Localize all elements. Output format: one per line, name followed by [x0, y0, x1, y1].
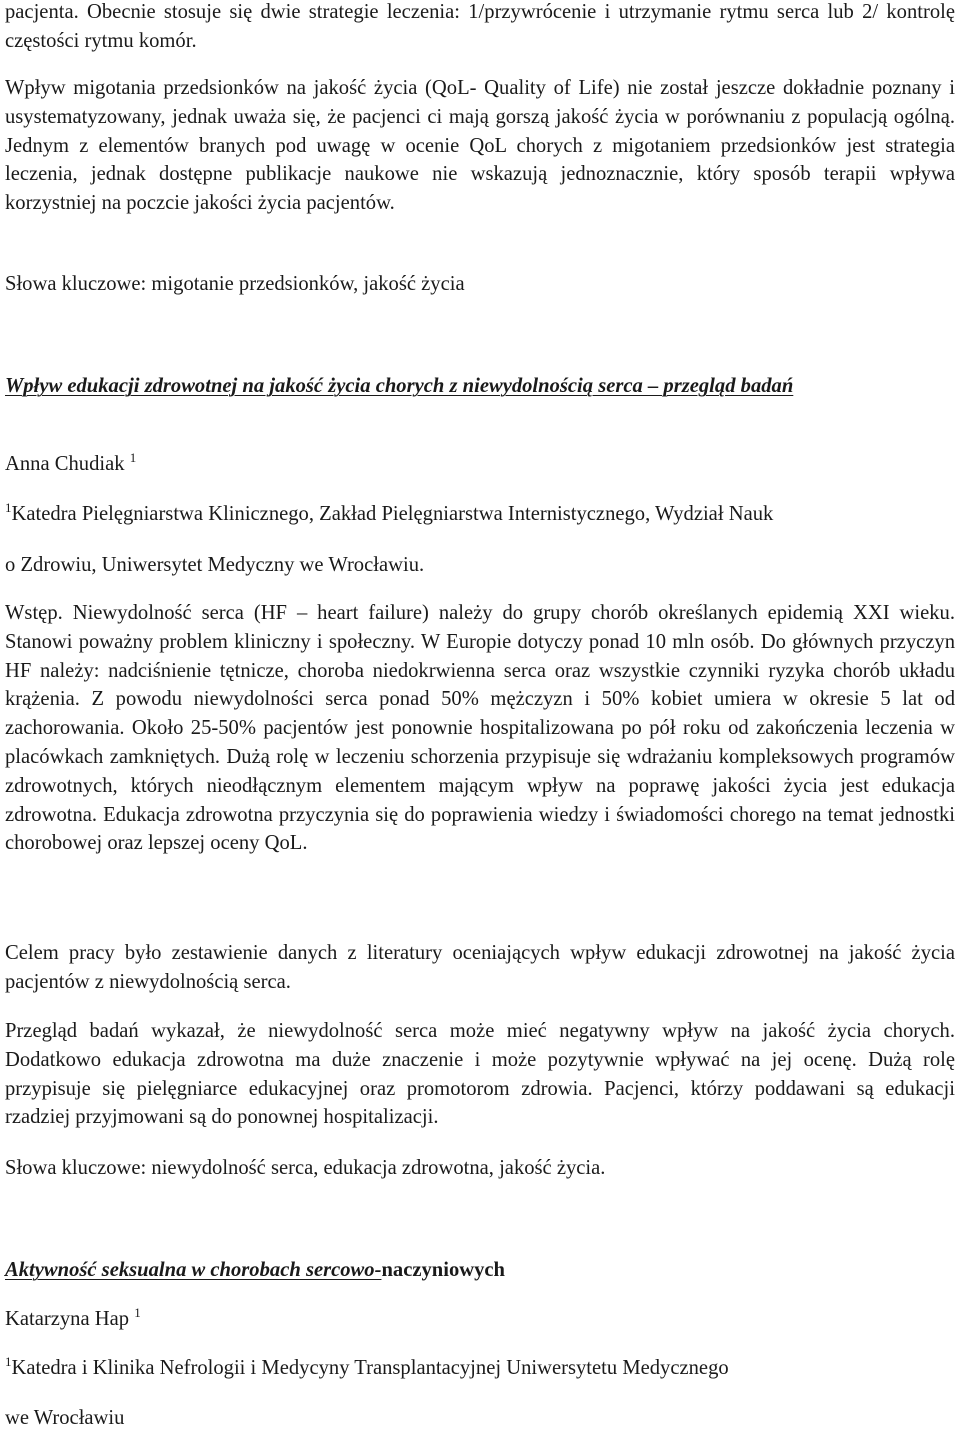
article-1-aim-paragraph: Celem pracy było zestawienie danych z literatury oceniających wpływ edukacji zdrowotnej na jakość życia pacjentów z niewydolnością serca. — [5, 942, 955, 993]
article-2-author — [5, 1305, 955, 1335]
article-2-title-upright: naczyniowych — [381, 1259, 506, 1281]
affiliation-text: Katedra Pielęgniarstwa Klinicznego, Zakład Pielęgniarstwa Internistycznego, Wydział Nauk — [11, 503, 774, 525]
article-1-author — [5, 450, 955, 480]
keywords-block-2 — [5, 1154, 955, 1182]
affiliation-text: Katedra i Klinika Nefrologii i Medycyny Transplantacyjnej Uniwersytetu Medycznego — [11, 1357, 729, 1379]
qol-paragraph: Wpływ migotania przedsionków na jakość życia (QoL- Quality of Life) nie został jeszcze dokładnie poznany i usystematyzowany, jednak uważa się, że pacjenci ci mają gorszą jakość życia w porównaniu z populacją ogólną. Jednym z elementów branych pod uwagę w ocenie QoL chorych z migotaniem przedsionków jest strategia leczenia, jednak dostępne publikacje naukowe nie wskazują jednoznacznie, który sposób terapii wpływa korzystniej na poczcie jakości życia pacjentów. — [5, 77, 955, 215]
article-1-review-paragraph: Przegląd badań wykazał, że niewydolność serca może mieć negatywny wpływ na jakość życia chorych. Dodatkowo edukacja zdrowotna ma duże znaczenie i może pozytywnie wpływać na jej ocenę. Dużą rolę przypisuje się pielęgniarce edukacyjnej oraz promotorom zdrowia. Pacjenci, którzy poddawani są edukacji rzadziej przyjmowani są do ponownej hospitalizacji. — [5, 1020, 955, 1129]
keywords-line: Słowa kluczowe: migotanie przedsionków, jakość życia — [5, 273, 465, 295]
affiliation-superscript: 1 — [5, 1354, 12, 1369]
article-1-affiliation-line-2: o Zdrowiu, Uniwersytet Medyczny we Wrocławiu. — [5, 554, 425, 576]
article-1-affiliation-line-1 — [5, 500, 955, 530]
author-superscript: 1 — [129, 450, 137, 465]
article-1-affiliation-block — [5, 500, 955, 530]
author-name: Anna Chudiak — [5, 453, 125, 475]
article-1-title: Wpływ edukacji zdrowotnej na jakość życia chorych z niewydolnością serca – przegląd badań — [5, 375, 794, 397]
article-1-title-block — [5, 372, 955, 401]
intro-continuation-block — [5, 0, 955, 56]
article-1-affiliation-block-2 — [5, 551, 955, 579]
article-1-aim-block — [5, 939, 955, 997]
article-2-affiliation-line-2: we Wrocławiu — [5, 1407, 125, 1429]
author-name: Katarzyna Hap — [5, 1308, 130, 1330]
article-1-intro-block — [5, 599, 955, 858]
article-1-intro-paragraph: Wstęp. Niewydolność serca (HF – heart failure) należy do grupy chorób określanych epidemią XXI wieku. Stanowi poważny problem kliniczny i społeczny. W Europie dotyczy ponad 10 mln osób. Do głównych przyczyn HF należy: nadciśnienie tętnicze, choroba niedokrwienna serca oraz wszystkie czynniki ryzyka chorób układu krążenia. Z powodu niewydolności serca ponad 50% mężczyzn i 50% kobiet umiera w okresie 5 lat od zachorowania. Około 25-50% pacjentów jest ponownie hospitalizowana po pół roku od zakończenia leczenia w placówkach zamkniętych. Dużą rolę w leczeniu schorzenia przypisuje się wdrażaniu kompleksowych programów zdrowotnych, których nieodłącznym elementem mającym wpływ na poprawę jakości życia jest edukacja zdrowotna. Edukacja zdrowotna przyczynia się do poprawienia wiedzy i świadomości chorego na temat jednostki chorobowej oraz lepszej oceny QoL. — [5, 602, 955, 855]
article-1-keywords: Słowa kluczowe: niewydolność serca, edukacja zdrowotna, jakość życia. — [5, 1157, 606, 1179]
article-1-review-block — [5, 1017, 955, 1132]
article-2-title — [5, 1256, 955, 1284]
article-2-title-block — [5, 1256, 955, 1284]
article-2-affiliation-line-1 — [5, 1354, 955, 1384]
article-1-author-block — [5, 450, 955, 480]
intro-continuation-paragraph: pacjenta. Obecnie stosuje się dwie strategie leczenia: 1/przywrócenie i utrzymanie rytmu serca lub 2/ kontrolę częstości rytmu komór. — [5, 1, 955, 52]
article-2-affiliation-block — [5, 1354, 955, 1384]
author-superscript: 1 — [134, 1305, 141, 1320]
article-2-author-block — [5, 1305, 955, 1335]
article-2-title-italic: Aktywność seksualna w chorobach sercowo- — [5, 1259, 382, 1281]
affiliation-superscript: 1 — [5, 500, 12, 515]
keywords-block-1 — [5, 270, 955, 298]
qol-paragraph-block — [5, 74, 955, 218]
